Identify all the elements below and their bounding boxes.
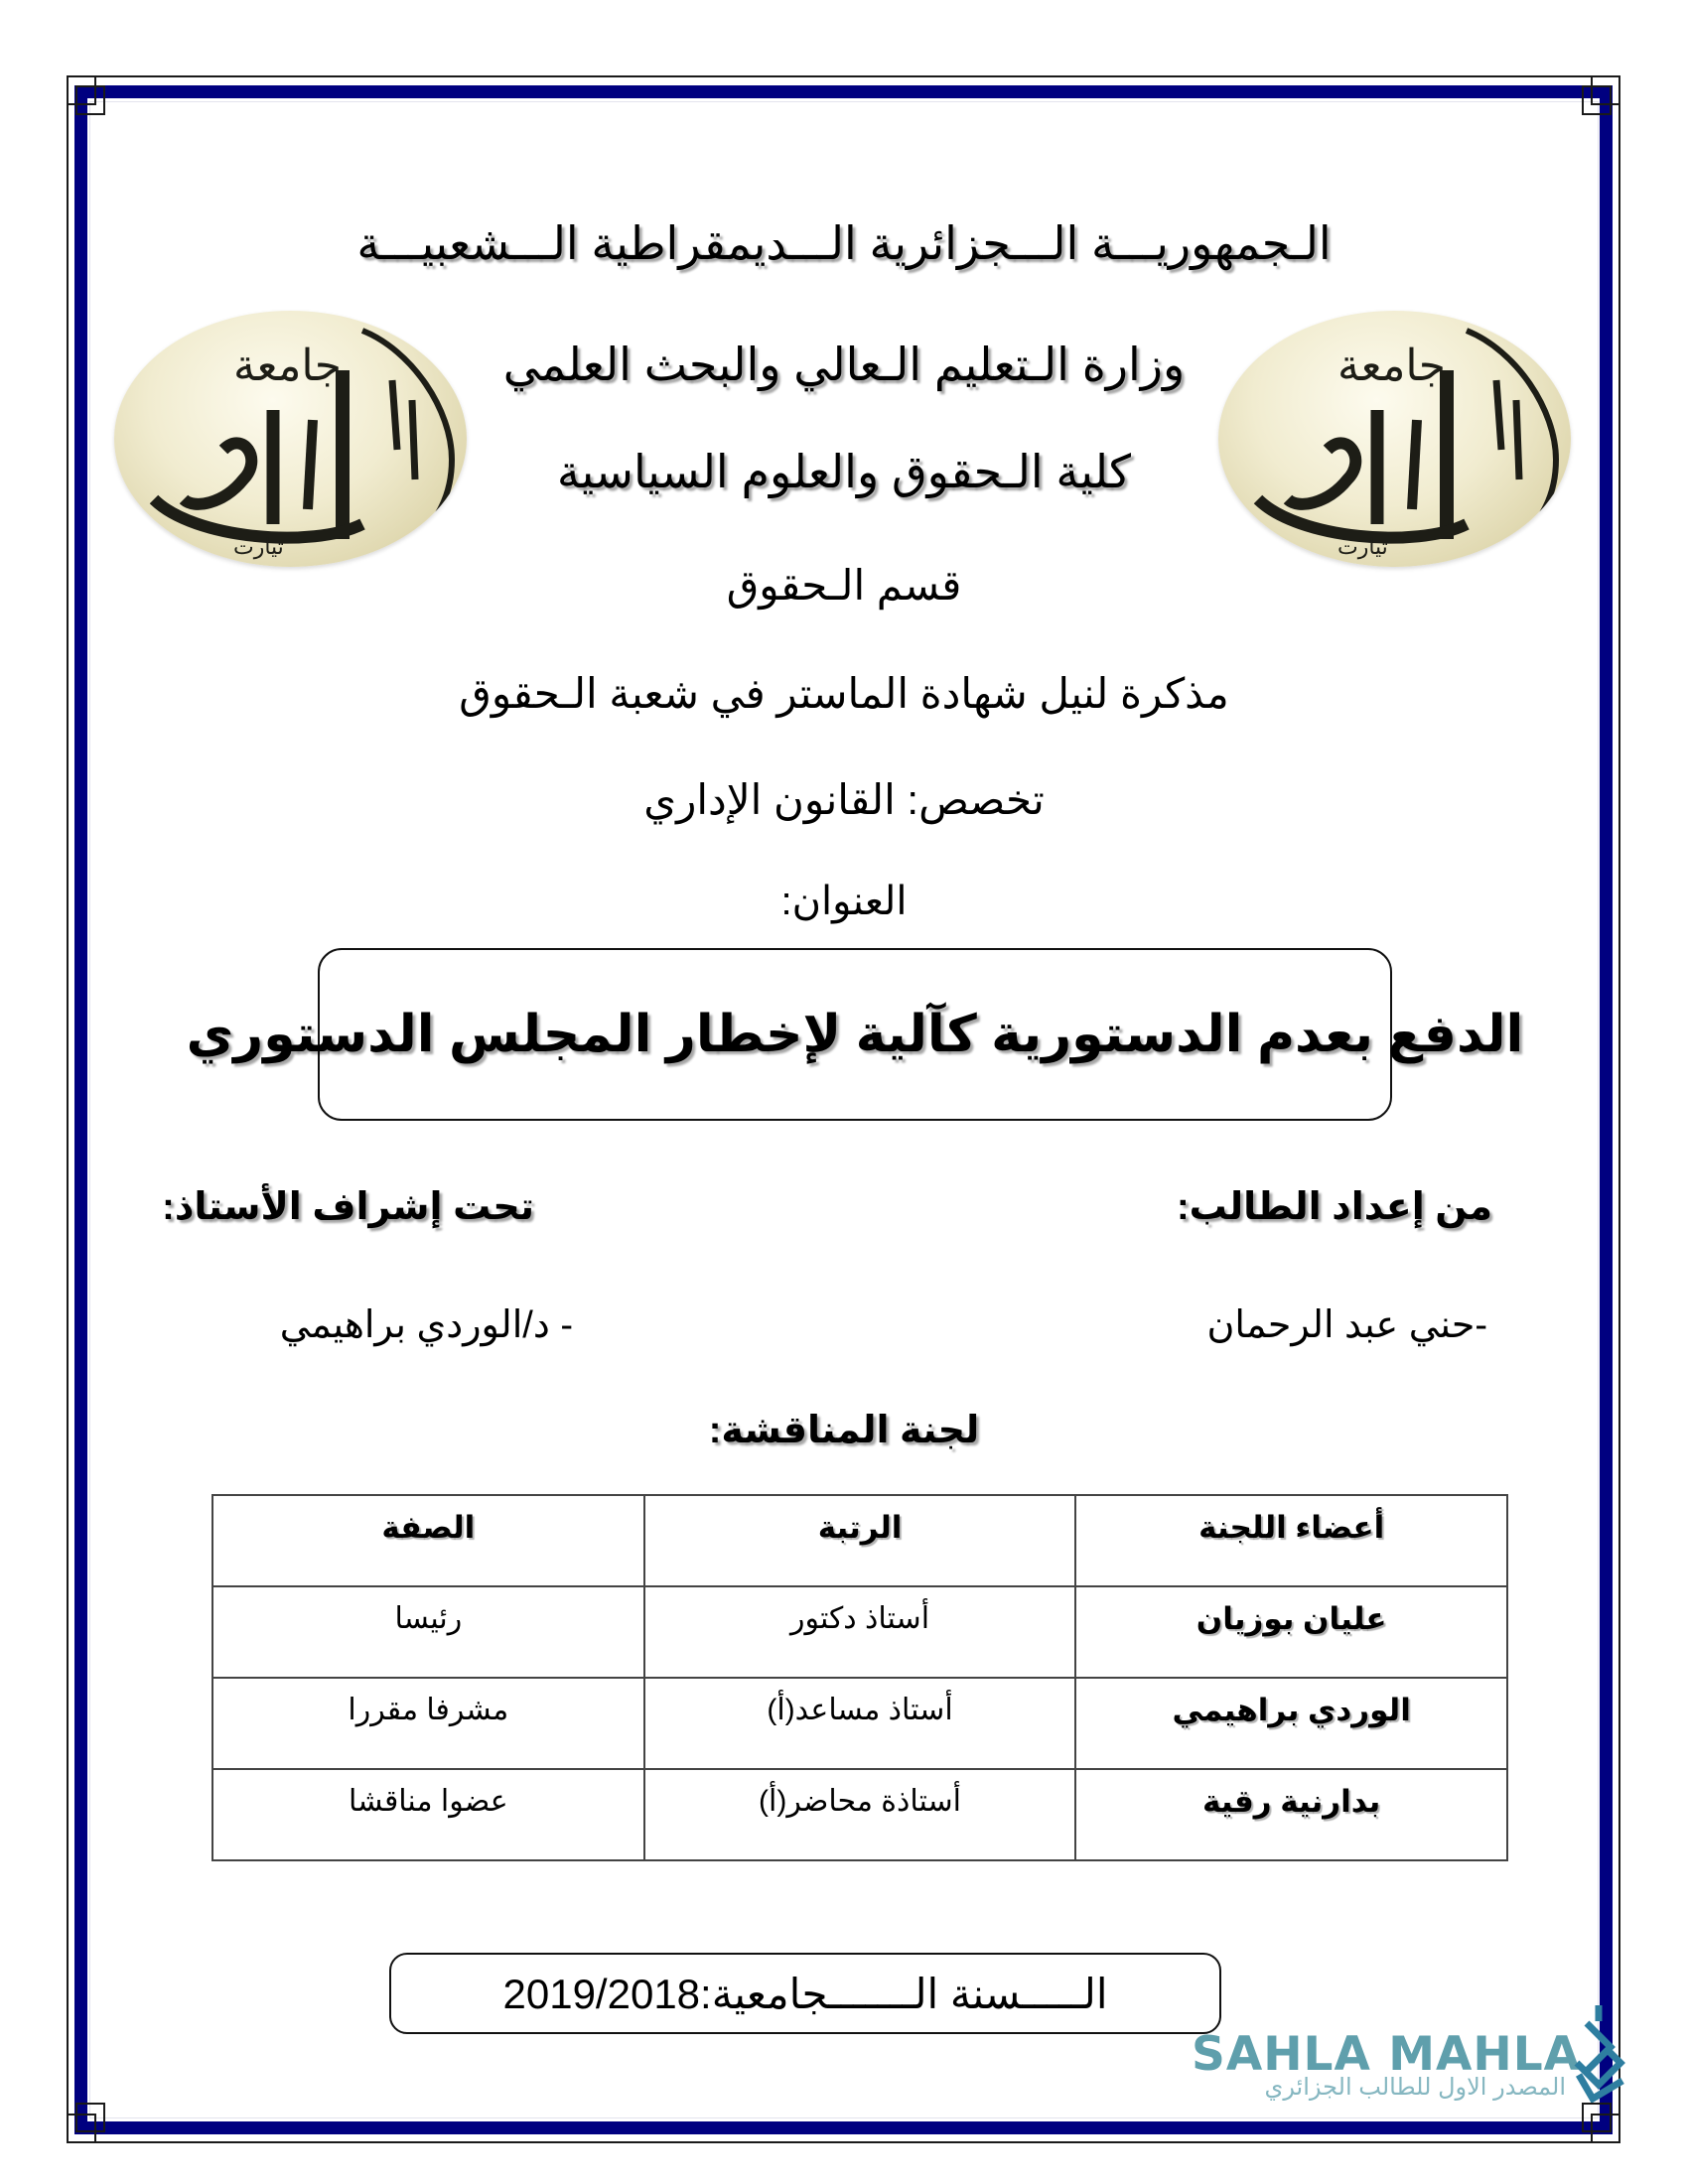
department-heading: قسم الـحقوق <box>726 562 962 609</box>
academic-year-box <box>389 1953 1221 2034</box>
corner-ornament-bottom-right-inner <box>1582 2103 1612 2132</box>
svg-text:تيارت: تيارت <box>233 535 284 560</box>
svg-text:جامعة: جامعة <box>1337 341 1446 391</box>
member-role: عضوا مناقشا <box>212 1769 644 1860</box>
member-rank: أستاذة محاضر(أ) <box>644 1769 1076 1860</box>
committee-row <box>212 1586 1507 1678</box>
supervisor-label: تحت إشراف الأستاذ: <box>162 1186 534 1228</box>
member-role: رئيسا <box>212 1586 644 1678</box>
watermark-tagline: المصدر الاول للطالب الجزائري <box>1264 2074 1566 2101</box>
academic-year: الـــــسنة الـــــــجامعية:2019/2018 <box>502 1970 1108 2017</box>
thesis-title-box <box>186 948 1524 1121</box>
member-role: مشرفا مقررا <box>212 1678 644 1769</box>
corner-ornament-bottom-left-inner <box>75 2103 105 2132</box>
svg-text:تيارت: تيارت <box>1337 535 1388 560</box>
student-name: -حني عبد الرحمان <box>1206 1304 1487 1346</box>
svg-text:جامعة: جامعة <box>233 341 342 391</box>
column-header-rank: الرتبة <box>644 1495 1076 1586</box>
member-name: عليان بوزيان <box>1075 1586 1507 1678</box>
student-label: من إعداد الطالب: <box>1176 1186 1492 1228</box>
committee-heading: لجنة المناقشة: <box>708 1410 980 1451</box>
member-rank: أستاذ مساعد(أ) <box>644 1678 1076 1769</box>
supervisor-name: - د/الوردي براهيمي <box>279 1304 573 1346</box>
committee-table <box>211 1494 1508 1861</box>
thesis-title: الدفع بعدم الدستورية كآلية لإخطار المجلس الدستوري <box>186 1006 1524 1063</box>
member-name: الوردي براهيمي <box>1075 1678 1507 1769</box>
committee-row <box>212 1769 1507 1860</box>
member-name: بدارنية رقية <box>1075 1769 1507 1860</box>
ministry-heading: وزارة الـتعليم الـعالي والبحث العلمي <box>502 339 1186 390</box>
sahla-mahla-logo-icon <box>1569 2003 1630 2103</box>
watermark-brand: SAHLA MAHLA <box>1192 2027 1582 2082</box>
corner-ornament-top-left-inner <box>75 85 105 115</box>
specialty-line: تخصص: القانون الإداري <box>643 776 1045 823</box>
faculty-heading: كلية الـحقوق والعلوم السياسية <box>556 446 1132 497</box>
committee-row <box>212 1678 1507 1769</box>
degree-line: مذكرة لنيل شهادة الماستر في شعبة الـحقوق <box>459 670 1229 717</box>
column-header-member: أعضاء اللجنة <box>1075 1495 1507 1586</box>
title-label: العنوان: <box>780 880 908 923</box>
committee-header-row <box>212 1495 1507 1586</box>
column-header-role: الصفة <box>212 1495 644 1586</box>
republic-heading: الـجمهوريـــة الـــجزائرية الـــديمقراطية الـــشعبيـــة <box>356 217 1332 269</box>
member-rank: أستاذ دكتور <box>644 1586 1076 1678</box>
corner-ornament-top-right-inner <box>1582 85 1612 115</box>
